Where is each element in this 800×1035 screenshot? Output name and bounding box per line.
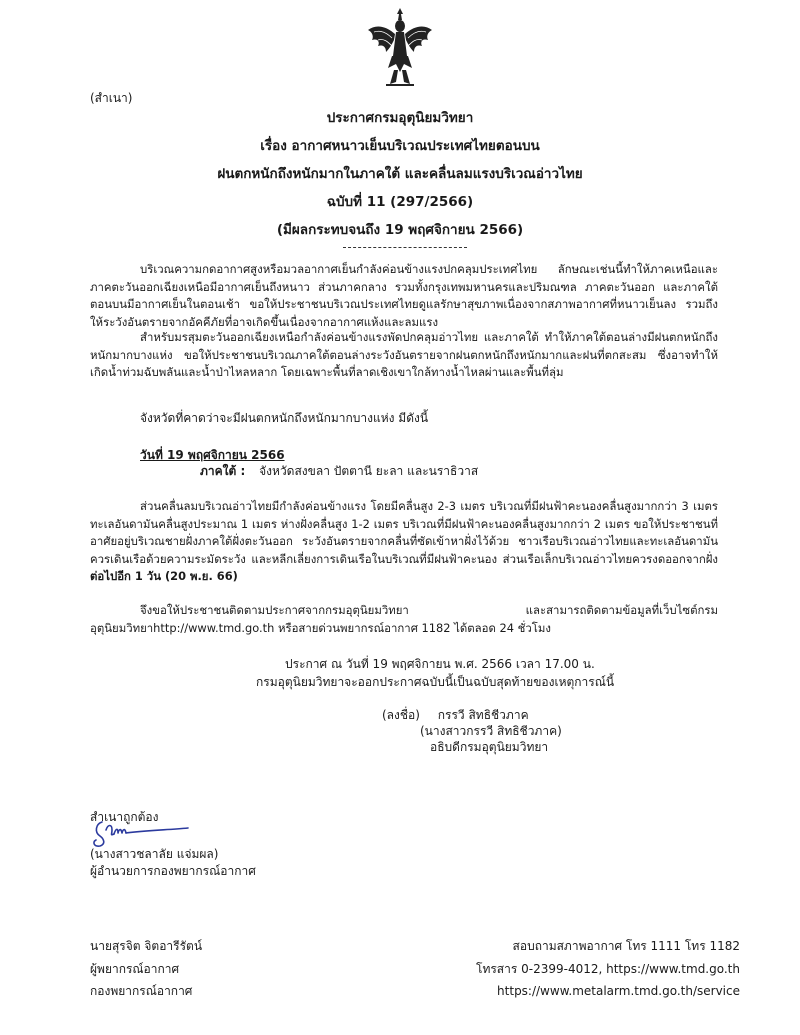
contact-phone: สอบถามสภาพอากาศ โทร 1111 โทร 1182 [512,939,740,953]
paragraph-waves [90,498,718,586]
copy-label: (สำเนา) [90,91,133,105]
certified-label: สำเนาถูกต้อง [90,810,159,824]
provinces-intro: จังหวัดที่คาดว่าจะมีฝนตกหนักถึงหนักมากบางแห่ง มีดังนี้ [140,411,429,425]
signed-name: กรรวี สิทธิชีวภาค [437,708,529,722]
signer-full-name: (นางสาวกรรวี สิทธิชีวภาค) [420,724,562,738]
region-row [200,462,478,480]
signed-label: (ลงชื่อ) [382,708,420,722]
contact-fax: โทรสาร 0-2399-4012, https://www.tmd.go.th [476,962,740,976]
forecaster-division: กองพยากรณ์อากาศ [90,984,193,998]
announce-final: กรมอุตุนิยมวิทยาจะออกประกาศฉบับนี้เป็นฉบับสุดท้ายของเหตุการณ์นี้ [256,675,615,689]
title-line: ประกาศกรมอุตุนิยมวิทยา [326,110,474,126]
handwritten-signature [88,818,192,848]
certifier-position: ผู้อำนวยการกองพยากรณ์อากาศ [90,864,256,878]
certifier-name: (นางสาวชลาลัย แจ่มผล) [90,847,219,861]
waves-duration: ต่อไปอีก 1 วัน (20 พ.ย. 66) [90,569,238,583]
signer-position: อธิบดีกรมอุตุนิยมวิทยา [430,740,549,754]
announce-date: ประกาศ ณ วันที่ 19 พฤศจิกายน พ.ศ. 2566 เวลา 17.00 น. [285,657,595,671]
region-label: ภาคใต้ : [200,464,246,478]
waves-text: ส่วนคลื่นลมบริเวณอ่าวไทยมีกำลังค่อนข้างแรง โดยมีคลื่นสูง 2-3 เมตร บริเวณที่มีฝนฟ้าคะนองคลื่นสูงมากกว่า 3 เมตร ทะเลอันดามันคลื่นสูงประมาณ 1 เมตร ห่างฝั่งคลื่นสูง 1-2 เมตร บริเวณที่มีฝนฟ้าคะนองคลื่นสูงมากกว่า 2 เมตร ขอให้ประชาชนที่อาศัยอยู่บริเวณชายฝั่งภาคใต้ฝั่งตะวันออก ระวังอันตรายจากคลื่นที่ซัดเข้าหาฝั่งไว้ด้วย ชาวเรือบริเวณอ่าวไทยและทะเลอันดามันควรเดินเรือด้วยความระมัดระวัง และหลีกเลี่ยงการเดินเรือในบริเวณที่มีฝนฟ้าคะนอง ส่วนเรือเล็กบริเวณอ่าวไทยควรงดออกจากฝั่ง [90,499,718,566]
divider [343,247,467,248]
forecaster-title: ผู้พยากรณ์อากาศ [90,962,180,976]
issue-number: ฉบับที่ 11 (297/2566) [326,194,474,210]
region-provinces: จังหวัดสงขลา ปัตตานี ยะลา และนราธิวาส [259,464,479,478]
paragraph-monsoon: สำหรับมรสุมตะวันออกเฉียงเหนือกำลังค่อนข้างแรงพัดปกคลุมอ่าวไทย และภาคใต้ ทำให้ภาคใต้ตอนล่างมีฝนตกหนักถึงหนักมากบางแห่ง ขอให้ประชาชนบริเวณภาคใต้ตอนล่างระวังอันตรายจากฝนตกหนักถึงหนักมากและฝนที่ตกสะสม ซึ่งอาจทำให้เกิดน้ำท่วมฉับพลันและน้ำป่าไหลหลาก โดยเฉพาะพื้นที่ลาดเชิงเขาใกล้ทางน้ำไหลผ่านและพื้นที่ลุ่ม [90,330,718,379]
paragraph-follow-up: จึงขอให้ประชาชนติดตามประกาศจากกรมอุตุนิยมวิทยา และสามารถติดตามข้อมูลที่เว็บไซต์กรมอุตุนิยมวิทยาhttp://www.tmd.go.th หรือสายด่วนพยากรณ์อากาศ 1182 ได้ตลอด 24 ชั่วโมง [90,603,718,635]
forecaster-name: นายสุรจิต จิตอารีรัตน์ [90,939,203,953]
contact-service-link[interactable]: https://www.metalarm.tmd.go.th/service [497,984,740,998]
garuda-emblem [366,6,434,88]
subject-line: เรื่อง อากาศหนาวเย็นบริเวณประเทศไทยตอนบน [260,138,540,154]
effective-until: (มีผลกระทบจนถึง 19 พฤศจิกายน 2566) [276,222,524,238]
subject-line-2: ฝนตกหนักถึงหนักมากในภาคใต้ และคลื่นลมแรงบริเวณอ่าวไทย [217,166,583,182]
date-heading: วันที่ 19 พฤศจิกายน 2566 [140,448,285,462]
paragraph-cold-air: บริเวณความกดอากาศสูงหรือมวลอากาศเย็นกำลังค่อนข้างแรงปกคลุมประเทศไทย ลักษณะเช่นนี้ทำให้ภาคเหนือและภาคตะวันออกเฉียงเหนือมีอากาศเย็นถึงหนาว ส่วนภาคกลาง รวมทั้งกรุงเทพมหานครและปริมณฑล ภาคตะวันออก และภาคใต้ตอนบนมีอากาศเย็นในตอนเช้า ขอให้ประชาชนบริเวณประเทศไทยดูแลรักษาสุขภาพเนื่องจากสภาพอากาศที่หนาวเย็นลง รวมถึงให้ระวังอันตรายจากอัคคีภัยที่อาจเกิดขึ้นเนื่องจากอากาศแห้งและลมแรง [90,262,718,329]
